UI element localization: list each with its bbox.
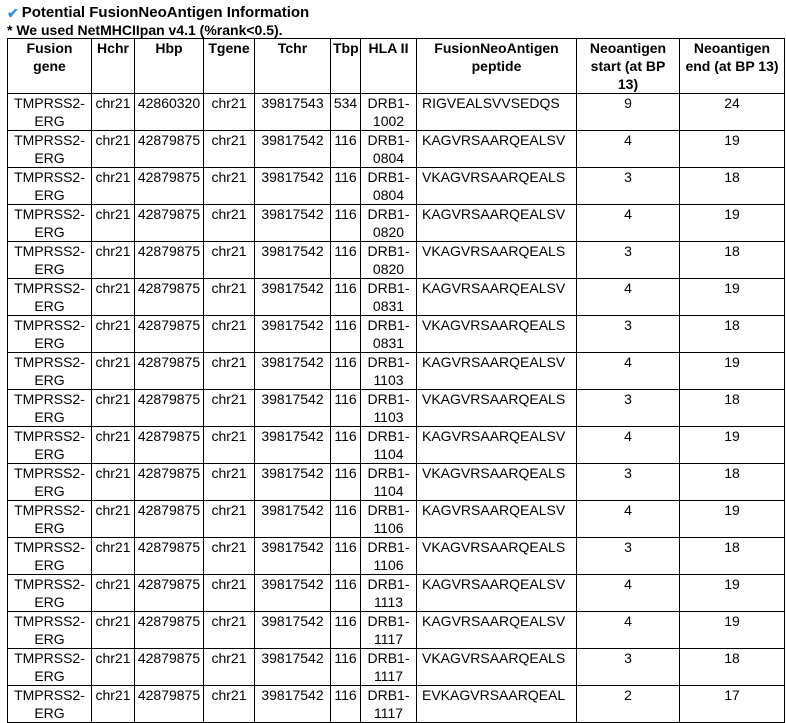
peptide-cell: RIGVEALSVVSEDQS [417,94,577,131]
tchr-cell: 39817542 [255,205,331,242]
column-header: Tbp [331,39,361,94]
peptide-cell: KAGVRSAARQEALSV [417,612,577,649]
tchr-cell: 39817542 [255,612,331,649]
tbp-cell: 116 [331,649,361,686]
hchr-cell: chr21 [92,279,135,316]
column-header: Fusion gene [8,39,92,94]
end-cell: 24 [680,94,785,131]
column-header: Tchr [255,39,331,94]
tbp-cell: 116 [331,427,361,464]
fusion-gene-cell: TMPRSS2-ERG [8,205,92,242]
peptide-cell: VKAGVRSAARQEALS [417,390,577,427]
tgene-cell: chr21 [204,131,255,168]
fusion-gene-cell: TMPRSS2-ERG [8,353,92,390]
tchr-cell: 39817542 [255,538,331,575]
hla-cell: DRB1-0804 [361,168,417,205]
hchr-cell: chr21 [92,501,135,538]
tchr-cell: 39817542 [255,353,331,390]
tbp-cell: 116 [331,390,361,427]
end-cell: 19 [680,205,785,242]
peptide-cell: KAGVRSAARQEALSV [417,131,577,168]
hla-cell: DRB1-1117 [361,686,417,723]
hchr-cell: chr21 [92,205,135,242]
column-header: Hbp [135,39,204,94]
end-cell: 19 [680,575,785,612]
table-row [8,353,785,390]
fusion-gene-cell: TMPRSS2-ERG [8,464,92,501]
table-row [8,205,785,242]
table-header-row [8,39,785,94]
start-cell: 4 [577,612,680,649]
hla-cell: DRB1-1117 [361,612,417,649]
method-note: * We used NetMHCIIpan v4.1 (%rank<0.5). [7,22,283,38]
peptide-cell: VKAGVRSAARQEALS [417,242,577,279]
tgene-cell: chr21 [204,242,255,279]
peptide-cell: KAGVRSAARQEALSV [417,575,577,612]
column-header: Tgene [204,39,255,94]
section-title [7,4,786,22]
hchr-cell: chr21 [92,316,135,353]
table-row [8,242,785,279]
start-cell: 4 [577,353,680,390]
peptide-cell: KAGVRSAARQEALSV [417,501,577,538]
tchr-cell: 39817542 [255,575,331,612]
tgene-cell: chr21 [204,168,255,205]
hchr-cell: chr21 [92,131,135,168]
tbp-cell: 116 [331,464,361,501]
tgene-cell: chr21 [204,279,255,316]
section-title-text: Potential FusionNeoAntigen Information [21,4,310,21]
neoantigen-table [7,38,785,723]
start-cell: 3 [577,316,680,353]
checkmark-icon: ✔ [7,5,19,21]
table-row [8,279,785,316]
tbp-cell: 116 [331,501,361,538]
tchr-cell: 39817542 [255,501,331,538]
tgene-cell: chr21 [204,538,255,575]
tgene-cell: chr21 [204,353,255,390]
hla-cell: DRB1-0820 [361,242,417,279]
tchr-cell: 39817542 [255,131,331,168]
hla-cell: DRB1-0804 [361,131,417,168]
tchr-cell: 39817542 [255,649,331,686]
end-cell: 18 [680,316,785,353]
fusion-gene-cell: TMPRSS2-ERG [8,649,92,686]
hchr-cell: chr21 [92,390,135,427]
fusion-gene-cell: TMPRSS2-ERG [8,390,92,427]
end-cell: 18 [680,242,785,279]
hla-cell: DRB1-1104 [361,464,417,501]
end-cell: 19 [680,612,785,649]
tbp-cell: 116 [331,279,361,316]
tchr-cell: 39817542 [255,686,331,723]
start-cell: 3 [577,649,680,686]
tchr-cell: 39817542 [255,464,331,501]
start-cell: 4 [577,427,680,464]
fusion-gene-cell: TMPRSS2-ERG [8,94,92,131]
table-row [8,575,785,612]
start-cell: 4 [577,501,680,538]
tgene-cell: chr21 [204,686,255,723]
table-row [8,612,785,649]
start-cell: 3 [577,538,680,575]
end-cell: 18 [680,538,785,575]
column-header: Neoantigen end (at BP 13) [680,39,785,94]
start-cell: 2 [577,686,680,723]
table-row [8,501,785,538]
tbp-cell: 116 [331,168,361,205]
tbp-cell: 534 [331,94,361,131]
fusion-gene-cell: TMPRSS2-ERG [8,575,92,612]
column-header: HLA II [361,39,417,94]
hchr-cell: chr21 [92,464,135,501]
hbp-cell: 42879875 [135,464,204,501]
table-row [8,316,785,353]
tchr-cell: 39817542 [255,427,331,464]
tchr-cell: 39817542 [255,168,331,205]
tgene-cell: chr21 [204,427,255,464]
tbp-cell: 116 [331,242,361,279]
hbp-cell: 42879875 [135,316,204,353]
hbp-cell: 42879875 [135,390,204,427]
peptide-cell: VKAGVRSAARQEALS [417,464,577,501]
tgene-cell: chr21 [204,501,255,538]
end-cell: 19 [680,427,785,464]
tchr-cell: 39817542 [255,279,331,316]
table-row [8,390,785,427]
start-cell: 4 [577,279,680,316]
tbp-cell: 116 [331,205,361,242]
hla-cell: DRB1-1117 [361,649,417,686]
hla-cell: DRB1-0831 [361,316,417,353]
fusion-gene-cell: TMPRSS2-ERG [8,242,92,279]
tgene-cell: chr21 [204,390,255,427]
tbp-cell: 116 [331,538,361,575]
tchr-cell: 39817542 [255,242,331,279]
table-row [8,686,785,723]
hchr-cell: chr21 [92,575,135,612]
fusion-gene-cell: TMPRSS2-ERG [8,279,92,316]
fusion-gene-cell: TMPRSS2-ERG [8,501,92,538]
end-cell: 19 [680,353,785,390]
hla-cell: DRB1-1106 [361,538,417,575]
end-cell: 19 [680,501,785,538]
fusion-gene-cell: TMPRSS2-ERG [8,427,92,464]
start-cell: 4 [577,131,680,168]
fusion-gene-cell: TMPRSS2-ERG [8,131,92,168]
tbp-cell: 116 [331,686,361,723]
table-body [8,94,785,723]
tgene-cell: chr21 [204,575,255,612]
end-cell: 18 [680,649,785,686]
tbp-cell: 116 [331,131,361,168]
tgene-cell: chr21 [204,649,255,686]
hla-cell: DRB1-0831 [361,279,417,316]
column-header: FusionNeoAntigen peptide [417,39,577,94]
end-cell: 18 [680,390,785,427]
tbp-cell: 116 [331,612,361,649]
table-row [8,649,785,686]
start-cell: 3 [577,390,680,427]
hchr-cell: chr21 [92,686,135,723]
start-cell: 4 [577,205,680,242]
end-cell: 19 [680,279,785,316]
peptide-cell: EVKAGVRSAARQEAL [417,686,577,723]
peptide-cell: KAGVRSAARQEALSV [417,353,577,390]
fusion-gene-cell: TMPRSS2-ERG [8,538,92,575]
hla-cell: DRB1-0820 [361,205,417,242]
hchr-cell: chr21 [92,612,135,649]
hbp-cell: 42879875 [135,686,204,723]
hchr-cell: chr21 [92,649,135,686]
hbp-cell: 42879875 [135,242,204,279]
peptide-cell: VKAGVRSAARQEALS [417,168,577,205]
fusion-gene-cell: TMPRSS2-ERG [8,168,92,205]
start-cell: 3 [577,242,680,279]
tgene-cell: chr21 [204,205,255,242]
hla-cell: DRB1-1103 [361,390,417,427]
fusion-gene-cell: TMPRSS2-ERG [8,316,92,353]
tchr-cell: 39817542 [255,390,331,427]
fusion-gene-cell: TMPRSS2-ERG [8,686,92,723]
tgene-cell: chr21 [204,316,255,353]
hbp-cell: 42879875 [135,427,204,464]
tchr-cell: 39817542 [255,316,331,353]
column-header: Hchr [92,39,135,94]
tbp-cell: 116 [331,575,361,612]
start-cell: 3 [577,464,680,501]
hbp-cell: 42879875 [135,649,204,686]
hla-cell: DRB1-1103 [361,353,417,390]
hbp-cell: 42879875 [135,538,204,575]
start-cell: 9 [577,94,680,131]
end-cell: 19 [680,131,785,168]
peptide-cell: KAGVRSAARQEALSV [417,205,577,242]
tgene-cell: chr21 [204,464,255,501]
hbp-cell: 42879875 [135,131,204,168]
peptide-cell: VKAGVRSAARQEALS [417,316,577,353]
hchr-cell: chr21 [92,242,135,279]
fusion-gene-cell: TMPRSS2-ERG [8,612,92,649]
peptide-cell: VKAGVRSAARQEALS [417,649,577,686]
hbp-cell: 42860320 [135,94,204,131]
table-row [8,168,785,205]
peptide-cell: KAGVRSAARQEALSV [417,427,577,464]
hchr-cell: chr21 [92,353,135,390]
hbp-cell: 42879875 [135,205,204,242]
hla-cell: DRB1-1106 [361,501,417,538]
hbp-cell: 42879875 [135,279,204,316]
hchr-cell: chr21 [92,538,135,575]
column-header: Neoantigen start (at BP 13) [577,39,680,94]
end-cell: 18 [680,464,785,501]
peptide-cell: KAGVRSAARQEALSV [417,279,577,316]
hbp-cell: 42879875 [135,501,204,538]
hbp-cell: 42879875 [135,168,204,205]
table-row [8,427,785,464]
hchr-cell: chr21 [92,168,135,205]
start-cell: 3 [577,168,680,205]
table-row [8,538,785,575]
hbp-cell: 42879875 [135,612,204,649]
table-row [8,464,785,501]
tgene-cell: chr21 [204,94,255,131]
hbp-cell: 42879875 [135,353,204,390]
tgene-cell: chr21 [204,612,255,649]
tbp-cell: 116 [331,316,361,353]
hla-cell: DRB1-1002 [361,94,417,131]
start-cell: 4 [577,575,680,612]
hbp-cell: 42879875 [135,575,204,612]
hla-cell: DRB1-1104 [361,427,417,464]
tchr-cell: 39817543 [255,94,331,131]
table-row [8,94,785,131]
end-cell: 18 [680,168,785,205]
tbp-cell: 116 [331,353,361,390]
table-row [8,131,785,168]
hchr-cell: chr21 [92,427,135,464]
hla-cell: DRB1-1113 [361,575,417,612]
peptide-cell: VKAGVRSAARQEALS [417,538,577,575]
end-cell: 17 [680,686,785,723]
hchr-cell: chr21 [92,94,135,131]
